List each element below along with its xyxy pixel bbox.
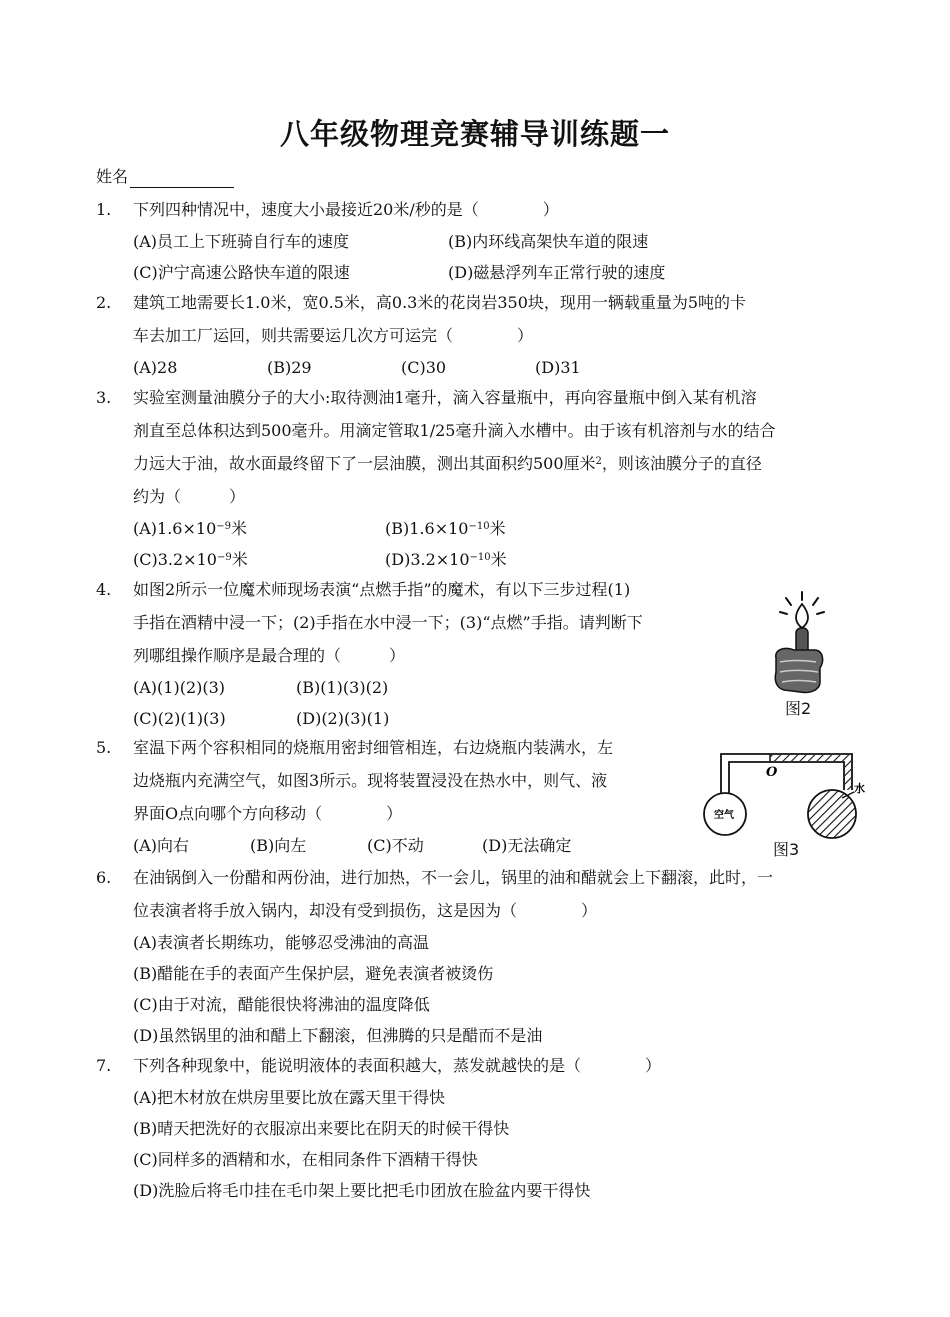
option-a: (A)向右 (133, 836, 190, 855)
finger-flame-figure (764, 588, 830, 698)
name-field (96, 166, 234, 188)
option-c: (C)30 (401, 358, 447, 377)
option-b: (B)29 (267, 358, 312, 377)
option-b: (B)内环线高架快车道的限速 (448, 232, 649, 251)
figure-2-label: 图2 (785, 699, 812, 718)
flame-shape (796, 604, 808, 628)
superscript: 2 (595, 456, 602, 467)
option-a: (A)员工上下班骑自行车的速度 (133, 232, 350, 251)
option-b: (B)晴天把洗好的衣服凉出来要比在阴天的时候干得快 (133, 1119, 510, 1138)
question-1 (96, 193, 856, 288)
option-b: $(B)1.6\times 10^{-10}$米 (385, 519, 506, 538)
question-number: 1. (96, 200, 112, 219)
options-row (133, 544, 856, 575)
option-a: (A)表演者长期练功，能够忍受沸油的高温 (133, 933, 430, 952)
options-row (133, 703, 856, 734)
option-c: (C)同样多的酒精和水，在相同条件下酒精干得快 (133, 1150, 478, 1169)
option-b: (B)醋能在手的表面产生保护层，避免表演者被烫伤 (133, 964, 494, 983)
question-stem-line: 在油锅倒入一份醋和两份油，进行加热，不一会儿，锅里的油和醋就会上下翻滚，此时，一 (133, 868, 774, 887)
option-c: (C)由于对流，醋能很快将沸油的温度降低 (133, 995, 430, 1014)
page-title: 八年级物理竞赛辅导训练题一 (279, 117, 670, 151)
option-a: (A)把木材放在烘房里要比放在露天里干得快 (133, 1088, 446, 1107)
question-stem-line: 手指在酒精中浸一下；(2)手指在水中浸一下；(3)“点燃”手指。请判断下 (133, 613, 643, 632)
question-2 (96, 286, 856, 383)
options-row (133, 513, 856, 544)
question-stem-line: 实验室测量油膜分子的大小:取待测油1毫升，滴入容量瓶中，再向容量瓶中倒入某有机溶 (133, 388, 757, 407)
option-c: $(C)3.2\times 10^{-9}$米 (133, 550, 248, 569)
question-stem-line: 位表演者将手放入锅内，却没有受到损伤，这是因为（ ） (133, 901, 598, 920)
question-number: 5. (96, 738, 112, 757)
question-number: 2. (96, 293, 112, 312)
option-b: (B)向左 (250, 836, 307, 855)
two-flasks-figure (702, 748, 872, 840)
option-a: $(A)1.6\times 10^{-9}$米 (133, 519, 248, 538)
question-stem-line: 建筑工地需要长1.0米，宽0.5米，高0.3米的花岗岩350块，现用一辆载重量为5吨的卡 (133, 293, 747, 312)
question-number: 7. (96, 1056, 112, 1075)
question-stem-line: 约为（ ） (133, 487, 246, 506)
question-stem-line: 车去加工厂运回，则共需要运几次方可运完（ ） (133, 326, 534, 345)
question-stem: 下列四种情况中，速度大小最接近20米/秒的是（ ） (133, 200, 559, 219)
option-d: (D)(2)(3)(1) (296, 709, 390, 728)
air-label: 空气 (714, 810, 734, 821)
name-blank (130, 169, 234, 188)
question-6 (96, 861, 856, 1051)
option-a: (A)28 (133, 358, 178, 377)
options-row (133, 352, 856, 383)
tube-water (770, 755, 851, 790)
option-d: (D)磁悬浮列车正常行驶的速度 (448, 263, 666, 282)
option-d: $(D)3.2\times 10^{-10}$米 (385, 550, 507, 569)
question-stem-line: 室温下两个容积相同的烧瓶用密封细管相连，右边烧瓶内装满水，左 (133, 738, 614, 757)
figure-3-label: 图3 (773, 840, 800, 859)
question-3 (96, 381, 856, 575)
option-d: (D)无法确定 (482, 836, 572, 855)
question-4 (96, 573, 856, 734)
water-label: 水 (854, 782, 865, 795)
options-row (133, 672, 856, 703)
question-stem-line: 界面O点向哪个方向移动（ ） (133, 804, 403, 823)
name-label: 姓名 (96, 167, 129, 186)
question-number: 6. (96, 868, 112, 887)
question-number: 3. (96, 388, 112, 407)
question-stem-line: 列哪组操作顺序是最合理的（ ） (133, 646, 406, 665)
question-stem-line: 力远大于油，故水面最终留下了一层油膜，测出其面积约500厘米$^2$，则该油膜分子的直径 (133, 454, 762, 473)
option-c: (C)沪宁高速公路快车道的限速 (133, 263, 350, 282)
option-d: (D)31 (535, 358, 581, 377)
question-stem-line: 如图2所示一位魔术师现场表演“点燃手指”的魔术，有以下三步过程(1) (133, 580, 631, 599)
point-o-label: O (766, 765, 778, 780)
question-stem-line: 剂直至总体积达到500毫升。用滴定管取1/25毫升滴入水槽中。由于该有机溶剂与水的结合 (133, 421, 776, 440)
question-number: 4. (96, 580, 112, 599)
question-stem-line: 边烧瓶内充满空气，如图3所示。现将装置浸没在热水中，则气、液 (133, 771, 608, 790)
option-c: (C)(2)(1)(3) (133, 709, 226, 728)
option-c: (C)不动 (367, 836, 424, 855)
options-row (133, 257, 856, 288)
question-7 (96, 1049, 856, 1206)
options-row (133, 226, 856, 257)
option-a: (A)(1)(2)(3) (133, 678, 226, 697)
option-d: (D)洗脸后将毛巾挂在毛巾架上要比把毛巾团放在脸盆内要干得快 (133, 1181, 591, 1200)
question-stem: 下列各种现象中，能说明液体的表面积越大，蒸发就越快的是（ ） (133, 1056, 662, 1075)
option-d: (D)虽然锅里的油和醋上下翻滚，但沸腾的只是醋而不是油 (133, 1026, 543, 1045)
option-b: (B)(1)(3)(2) (296, 678, 389, 697)
right-flask (808, 790, 856, 838)
